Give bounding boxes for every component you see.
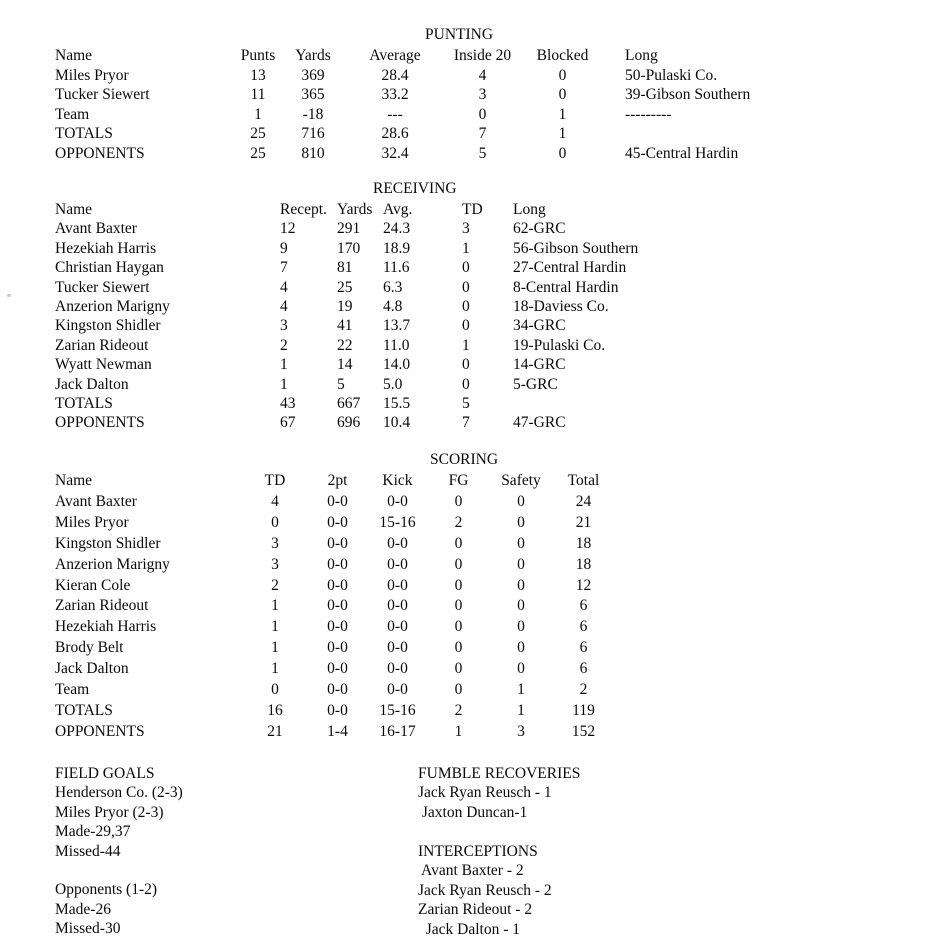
- table-cell: 0: [462, 317, 470, 335]
- text-line: Zarian Rideout - 2: [418, 901, 533, 919]
- table-row: [55, 375, 933, 394]
- table-row: [55, 596, 933, 617]
- table-cell: 7: [462, 414, 470, 432]
- table-cell: 0: [558, 86, 567, 103]
- table-cell: 0-0: [387, 681, 408, 699]
- interceptions-title: INTERCEPTIONS: [418, 843, 538, 860]
- receiving-table: [0, 200, 933, 433]
- table-cell: Anzerion Marigny: [55, 555, 170, 573]
- table-cell: 4: [271, 492, 279, 510]
- table-cell: 18-Daviess Co.: [513, 298, 609, 316]
- table-cell: 25: [337, 278, 353, 296]
- table-cell: 3: [271, 555, 279, 573]
- table-cell: 11.6: [383, 259, 410, 277]
- table-cell: 12: [280, 220, 296, 238]
- table-cell: 3: [280, 317, 288, 335]
- table-cell: 0: [271, 681, 279, 699]
- table-cell: 43: [280, 395, 296, 413]
- text-line: Jaxton Duncan-1: [418, 803, 528, 821]
- table-row: [55, 617, 933, 638]
- table-cell: 4: [280, 298, 288, 316]
- table-cell: 5: [337, 375, 345, 393]
- table-cell: 1: [271, 618, 279, 636]
- table-cell: Miles Pryor: [55, 66, 129, 84]
- fumble-recoveries-title: FUMBLE RECOVERIES: [418, 765, 581, 782]
- table-cell: Christian Haygan: [55, 259, 164, 277]
- table-cell: 365: [301, 86, 325, 103]
- table-cell: Tucker Siewert: [55, 278, 150, 296]
- table-cell: Jack Dalton: [55, 375, 129, 393]
- table-cell: Avant Baxter: [55, 220, 137, 238]
- table-cell: 0: [454, 492, 463, 510]
- table-row: [55, 513, 933, 534]
- fumble-recoveries-lines: [418, 783, 580, 822]
- table-cell: 1: [517, 681, 525, 699]
- table-cell: Kingston Shidler: [55, 534, 161, 552]
- table-cell: 3: [517, 722, 525, 740]
- header-cell: Long: [625, 47, 658, 64]
- table-row: [55, 66, 933, 86]
- header-cell: Recept.: [280, 201, 327, 218]
- table-cell: 0: [517, 513, 525, 531]
- table-row: [55, 413, 933, 432]
- table-cell: 1: [517, 701, 525, 719]
- table-cell: 0: [517, 534, 525, 552]
- table-cell: 1: [462, 239, 470, 257]
- table-cell: TOTALS: [55, 701, 113, 719]
- table-cell: 2: [271, 576, 279, 594]
- table-cell: 19-Pulaski Co.: [513, 336, 606, 354]
- table-cell: Anzerion Marigny: [55, 298, 170, 316]
- table-cell: 0-0: [387, 639, 408, 657]
- text-line: Jack Dalton - 1: [418, 920, 521, 938]
- table-cell: 1: [558, 105, 567, 123]
- table-cell: 0: [454, 534, 463, 552]
- table-cell: OPPONENTS: [55, 722, 145, 740]
- table-cell: 4: [280, 278, 288, 296]
- table-cell: 0-0: [387, 492, 408, 510]
- table-cell: 0-0: [387, 576, 408, 594]
- table-cell: Wyatt Newman: [55, 356, 152, 374]
- table-cell: 1: [271, 639, 279, 657]
- header-cell: FG: [448, 472, 469, 489]
- table-cell: 22: [337, 336, 353, 354]
- table-row: [55, 278, 933, 297]
- table-cell: Hezekiah Harris: [55, 239, 157, 257]
- table-cell: 369: [301, 66, 325, 84]
- header-cell: TD: [264, 472, 286, 489]
- table-cell: 18: [575, 534, 592, 552]
- table-cell: 2: [280, 336, 288, 354]
- table-row: [55, 680, 933, 701]
- field-goals-title: FIELD GOALS: [55, 765, 155, 782]
- table-cell: 0-0: [327, 576, 348, 594]
- table-cell: 45-Central Hardin: [625, 144, 739, 162]
- table-cell: Tucker Siewert: [55, 86, 150, 103]
- header-cell: Avg.: [383, 201, 413, 218]
- header-cell: Total: [567, 472, 600, 489]
- table-header-row: [55, 200, 933, 219]
- table-cell: 0: [454, 555, 463, 573]
- table-cell: 291: [337, 220, 361, 238]
- header-cell: Punts: [240, 47, 276, 64]
- table-row: [55, 316, 933, 335]
- table-cell: 21: [575, 513, 592, 531]
- table-cell: Team: [55, 681, 90, 699]
- table-row: [55, 219, 933, 238]
- table-cell: [513, 394, 933, 413]
- table-cell: Jack Dalton: [55, 660, 129, 678]
- table-cell: 0-0: [387, 618, 408, 636]
- table-cell: 39-Gibson Southern: [625, 86, 751, 103]
- table-cell: 19: [337, 298, 353, 316]
- table-cell: 0: [462, 356, 470, 374]
- table-cell: 24.3: [383, 220, 411, 238]
- table-cell: Brody Belt: [55, 639, 124, 657]
- table-row: [55, 297, 933, 316]
- table-row: [55, 576, 933, 597]
- table-cell: 4: [478, 66, 487, 84]
- table-cell: Zarian Rideout: [55, 597, 149, 615]
- table-cell: 24: [575, 492, 592, 510]
- table-cell: 0: [478, 105, 487, 123]
- table-cell: 0: [454, 681, 463, 699]
- table-cell: 2: [454, 701, 463, 719]
- table-cell: 0-0: [327, 513, 348, 531]
- table-cell: 50-Pulaski Co.: [625, 66, 718, 84]
- table-cell: 32.4: [381, 144, 409, 162]
- receiving-title: RECEIVING: [373, 180, 457, 197]
- table-cell: 1: [254, 105, 262, 123]
- table-cell: 1: [454, 722, 463, 740]
- table-cell: 0: [454, 597, 463, 615]
- table-cell: 1: [558, 125, 567, 142]
- table-cell: 8-Central Hardin: [513, 278, 619, 296]
- table-cell: 0: [454, 618, 463, 636]
- table-cell: Team: [55, 105, 90, 123]
- table-cell: 810: [301, 144, 325, 162]
- table-cell: 1: [462, 336, 470, 354]
- table-cell: 3: [478, 86, 487, 103]
- table-cell: 0-0: [327, 639, 348, 657]
- table-row: [55, 555, 933, 576]
- table-row: [55, 124, 933, 144]
- table-cell: -18: [302, 105, 324, 123]
- table-cell: Zarian Rideout: [55, 336, 149, 354]
- table-cell: 5.0: [383, 375, 403, 393]
- table-cell: 0-0: [387, 597, 408, 615]
- table-cell: 14-GRC: [513, 356, 566, 374]
- table-cell: TOTALS: [55, 395, 113, 413]
- table-cell: 0: [271, 513, 279, 531]
- table-cell: Kieran Cole: [55, 576, 131, 594]
- table-cell: 13.7: [383, 317, 411, 335]
- table-row: [55, 659, 933, 680]
- table-cell: 67: [280, 414, 296, 432]
- table-row: [55, 258, 933, 277]
- table-cell: 1: [271, 660, 279, 678]
- table-cell: 21: [267, 722, 283, 740]
- table-cell: 27-Central Hardin: [513, 259, 627, 277]
- table-cell: 10.4: [383, 414, 411, 432]
- table-cell: 41: [337, 317, 353, 335]
- table-row: [55, 105, 933, 125]
- table-row: [55, 85, 933, 105]
- header-cell: Yards: [295, 47, 331, 64]
- table-header-row: [55, 46, 933, 66]
- table-cell: 62-GRC: [513, 220, 566, 238]
- table-cell: 0: [462, 375, 470, 393]
- table-cell: 0: [517, 660, 525, 678]
- table-cell: 0: [558, 144, 567, 162]
- table-cell: 11.0: [383, 336, 410, 354]
- table-cell: Avant Baxter: [55, 492, 137, 510]
- header-cell: Inside 20: [453, 47, 512, 64]
- header-cell: Long: [513, 201, 546, 218]
- text-line: [55, 861, 183, 880]
- table-row: [55, 394, 933, 413]
- table-cell: 696: [337, 414, 361, 432]
- table-cell: 25: [250, 125, 266, 142]
- interceptions-lines: [418, 861, 552, 939]
- table-cell: 6: [579, 660, 588, 678]
- header-cell: Safety: [501, 472, 541, 489]
- table-cell: 9: [280, 239, 288, 257]
- table-cell: 0-0: [327, 681, 348, 699]
- table-cell: 4.8: [383, 298, 403, 316]
- table-cell: 0: [517, 576, 525, 594]
- table-cell: 1-4: [327, 722, 348, 740]
- table-row: [55, 534, 933, 555]
- table-cell: 5-GRC: [513, 375, 558, 393]
- text-line: Made-29,37: [55, 823, 131, 841]
- table-cell: OPPONENTS: [55, 414, 145, 432]
- table-row: [55, 239, 933, 258]
- table-cell: 6: [579, 618, 588, 636]
- text-line: Missed-30: [55, 920, 121, 938]
- table-cell: 0: [462, 278, 470, 296]
- punting-table: [0, 46, 933, 163]
- text-line: Miles Pryor (2-3): [55, 803, 164, 821]
- table-row: [55, 336, 933, 355]
- table-cell: 15.5: [383, 395, 411, 413]
- table-cell: Kingston Shidler: [55, 317, 161, 335]
- header-cell: TD: [462, 201, 483, 218]
- table-cell: 667: [337, 395, 361, 413]
- table-cell: 11: [250, 86, 266, 103]
- table-cell: 0: [454, 639, 463, 657]
- table-cell: 1: [271, 597, 279, 615]
- table-cell: 12: [575, 576, 592, 594]
- table-cell: 0-0: [387, 555, 408, 573]
- table-cell: [610, 124, 933, 144]
- punting-title: PUNTING: [425, 26, 494, 43]
- table-cell: 0-0: [327, 618, 348, 636]
- table-cell: 0: [462, 259, 470, 277]
- table-cell: 6: [579, 639, 588, 657]
- table-cell: 81: [337, 259, 353, 277]
- table-cell: 0-0: [387, 534, 408, 552]
- field-goals-lines: [55, 783, 183, 938]
- table-cell: 25: [250, 144, 266, 162]
- table-cell: 18.9: [383, 239, 411, 257]
- table-row: [55, 722, 933, 743]
- table-cell: 7: [478, 125, 487, 142]
- table-cell: 170: [337, 239, 361, 257]
- table-cell: 5: [462, 395, 470, 413]
- table-cell: Miles Pryor: [55, 513, 129, 531]
- table-cell: 3: [271, 534, 279, 552]
- table-cell: 56-Gibson Southern: [513, 239, 639, 257]
- table-cell: 6.3: [383, 278, 403, 296]
- table-cell: 0: [517, 555, 525, 573]
- table-cell: 28.4: [381, 66, 409, 84]
- table-cell: 0-0: [387, 660, 408, 678]
- table-cell: 0: [454, 576, 463, 594]
- text-line: Henderson Co. (2-3): [55, 784, 183, 802]
- table-cell: 14.0: [383, 356, 411, 374]
- scoring-table: [0, 471, 933, 743]
- table-cell: 0-0: [327, 555, 348, 573]
- table-cell: 2: [454, 513, 463, 531]
- table-cell: 14: [337, 356, 353, 374]
- table-cell: 18: [575, 555, 592, 573]
- table-cell: 0-0: [327, 534, 348, 552]
- text-line: Opponents (1-2): [55, 881, 158, 899]
- table-cell: 0: [517, 492, 525, 510]
- header-cell: Yards: [337, 201, 373, 218]
- header-cell: Blocked: [536, 47, 589, 64]
- table-cell: 0: [462, 298, 470, 316]
- table-row: [55, 701, 933, 722]
- table-cell: 152: [571, 722, 596, 740]
- table-cell: 16-17: [379, 722, 416, 740]
- table-cell: ---: [387, 105, 403, 123]
- table-cell: OPPONENTS: [55, 144, 145, 162]
- field-goals-section: [55, 764, 183, 939]
- table-cell: 2: [579, 681, 588, 699]
- table-cell: 15-16: [379, 513, 416, 531]
- table-cell: 0: [454, 660, 463, 678]
- table-cell: 3: [462, 220, 470, 238]
- table-cell: Hezekiah Harris: [55, 618, 157, 636]
- table-cell: TOTALS: [55, 125, 113, 142]
- text-line: Missed-44: [55, 842, 121, 860]
- fumble-recoveries-section: [418, 764, 580, 822]
- scoring-title: SCORING: [430, 451, 499, 468]
- table-cell: 5: [478, 144, 487, 162]
- table-cell: 0: [558, 66, 567, 84]
- table-cell: 33.2: [381, 86, 409, 103]
- table-cell: 716: [301, 125, 325, 142]
- table-cell: 1: [280, 375, 288, 393]
- table-cell: 119: [572, 701, 595, 719]
- table-cell: ---------: [625, 105, 672, 123]
- table-cell: 0-0: [327, 597, 348, 615]
- text-line: Jack Ryan Reusch - 1: [418, 784, 552, 802]
- table-cell: 0: [517, 618, 525, 636]
- table-row: [55, 144, 933, 164]
- table-cell: 16: [267, 701, 283, 719]
- table-row: [55, 638, 933, 659]
- table-cell: 0-0: [327, 492, 348, 510]
- text-line: Jack Ryan Reusch - 2: [418, 881, 552, 899]
- table-cell: 34-GRC: [513, 317, 566, 335]
- table-cell: 6: [579, 597, 588, 615]
- table-header-row: [55, 471, 933, 492]
- table-cell: 28.6: [381, 125, 409, 142]
- header-cell: 2pt: [327, 472, 348, 489]
- table-cell: 47-GRC: [513, 414, 566, 432]
- header-cell: Name: [55, 201, 93, 218]
- table-cell: 13: [250, 66, 266, 84]
- table-cell: 7: [280, 259, 288, 277]
- table-cell: 0-0: [327, 660, 348, 678]
- interceptions-section: [418, 842, 552, 939]
- table-cell: 15-16: [379, 701, 416, 719]
- header-cell: Name: [55, 472, 93, 489]
- header-cell: Average: [369, 47, 421, 64]
- table-row: [55, 355, 933, 374]
- table-row: [55, 492, 933, 513]
- table-cell: 0: [517, 639, 525, 657]
- header-cell: Name: [55, 47, 93, 64]
- header-cell: Kick: [382, 472, 413, 489]
- table-cell: 1: [280, 356, 288, 374]
- table-cell: 0-0: [327, 701, 348, 719]
- text-line: Avant Baxter - 2: [418, 862, 524, 880]
- table-cell: 0: [517, 597, 525, 615]
- text-line: Made-26: [55, 900, 111, 918]
